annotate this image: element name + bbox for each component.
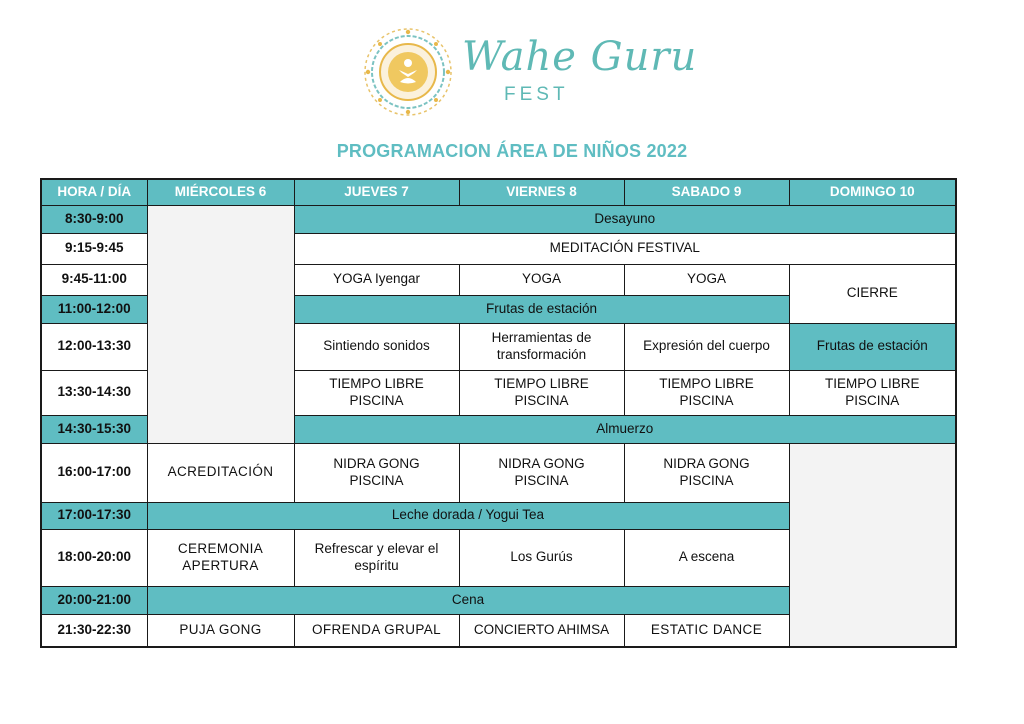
- header-hora-dia: HORA / DÍA: [41, 179, 147, 205]
- header-miercoles: MIÉRCOLES 6: [147, 179, 294, 205]
- herramientas-line-2: transformación: [496, 346, 587, 362]
- activity-cell: [459, 370, 624, 415]
- piscina-label: PISCINA: [679, 392, 734, 408]
- meditacion-cell: MEDITACIÓN FESTIVAL: [294, 233, 956, 264]
- time-cell: 8:30-9:00: [41, 205, 147, 233]
- activity-cell: [624, 370, 789, 415]
- activity-cell: [294, 443, 459, 502]
- time-cell: 9:45-11:00: [41, 264, 147, 295]
- activity-cell: [294, 370, 459, 415]
- nidra-gong-label: NIDRA GONG: [333, 455, 420, 471]
- activity-cell: ESTATIC DANCE: [624, 614, 789, 647]
- piscina-label: PISCINA: [679, 472, 734, 488]
- refrescar-line-1: Refrescar y elevar el: [314, 540, 439, 556]
- empty-cell: [147, 205, 294, 443]
- activity-cell: PUJA GONG: [147, 614, 294, 647]
- ceremonia-line-1: CEREMONIA: [177, 540, 264, 556]
- time-cell: 14:30-15:30: [41, 415, 147, 443]
- frutas-cell: Frutas de estación: [294, 295, 789, 323]
- piscina-label: PISCINA: [845, 392, 900, 408]
- festival-logo: [362, 26, 698, 112]
- nidra-gong-label: NIDRA GONG: [498, 455, 585, 471]
- cierre-cell: CIERRE: [789, 264, 956, 323]
- header-viernes: VIERNES 8: [459, 179, 624, 205]
- header-domingo: DOMINGO 10: [789, 179, 956, 205]
- header-row: [41, 179, 956, 205]
- acreditacion-cell: ACREDITACIÓN: [147, 443, 294, 502]
- tiempo-libre-label: TIEMPO LIBRE: [824, 375, 920, 391]
- refrescar-line-2: espíritu: [354, 557, 399, 573]
- piscina-label: PISCINA: [514, 392, 569, 408]
- activity-cell: [459, 443, 624, 502]
- schedule-table: [40, 178, 957, 648]
- time-cell: 16:00-17:00: [41, 443, 147, 502]
- activity-cell: A escena: [624, 529, 789, 586]
- activity-cell: Los Gurús: [459, 529, 624, 586]
- activity-cell: CONCIERTO AHIMSA: [459, 614, 624, 647]
- activity-cell: [459, 323, 624, 370]
- activity-cell: [294, 529, 459, 586]
- time-cell: 9:15-9:45: [41, 233, 147, 264]
- logo-script-text: Wahe Guru: [462, 34, 698, 80]
- activity-cell: OFRENDA GRUPAL: [294, 614, 459, 647]
- table-row: [41, 205, 956, 233]
- activity-cell: YOGA: [459, 264, 624, 295]
- time-cell: 21:30-22:30: [41, 614, 147, 647]
- header-jueves: JUEVES 7: [294, 179, 459, 205]
- ceremonia-line-2: APERTURA: [182, 557, 259, 573]
- cena-cell: Cena: [147, 586, 789, 614]
- piscina-label: PISCINA: [514, 472, 569, 488]
- time-cell: 13:30-14:30: [41, 370, 147, 415]
- tiempo-libre-label: TIEMPO LIBRE: [659, 375, 754, 391]
- tiempo-libre-label: TIEMPO LIBRE: [494, 375, 589, 391]
- ceremonia-cell: [147, 529, 294, 586]
- empty-cell: [789, 443, 956, 647]
- mandala-icon: [362, 26, 458, 118]
- time-cell: 20:00-21:00: [41, 586, 147, 614]
- piscina-label: PISCINA: [349, 392, 404, 408]
- nidra-gong-label: NIDRA GONG: [663, 455, 750, 471]
- time-cell: 18:00-20:00: [41, 529, 147, 586]
- logo-fest-text: FEST: [504, 84, 569, 105]
- tiempo-libre-label: TIEMPO LIBRE: [329, 375, 424, 391]
- piscina-label: PISCINA: [349, 472, 404, 488]
- time-cell: 11:00-12:00: [41, 295, 147, 323]
- leche-dorada-cell: Leche dorada / Yogui Tea: [147, 502, 789, 529]
- time-cell: 12:00-13:30: [41, 323, 147, 370]
- activity-cell: [789, 370, 956, 415]
- activity-cell: Expresión del cuerpo: [624, 323, 789, 370]
- activity-cell: Sintiendo sonidos: [294, 323, 459, 370]
- almuerzo-cell: Almuerzo: [294, 415, 956, 443]
- header-sabado: SABADO 9: [624, 179, 789, 205]
- activity-cell: [624, 443, 789, 502]
- herramientas-line-1: Herramientas de: [491, 329, 592, 345]
- page-title: PROGRAMACION ÁREA DE NIÑOS 2022: [336, 141, 688, 161]
- frutas-domingo-cell: Frutas de estación: [789, 323, 956, 370]
- desayuno-cell: Desayuno: [294, 205, 956, 233]
- activity-cell: YOGA: [624, 264, 789, 295]
- table-row: [41, 443, 956, 502]
- time-cell: 17:00-17:30: [41, 502, 147, 529]
- activity-cell: YOGA Iyengar: [294, 264, 459, 295]
